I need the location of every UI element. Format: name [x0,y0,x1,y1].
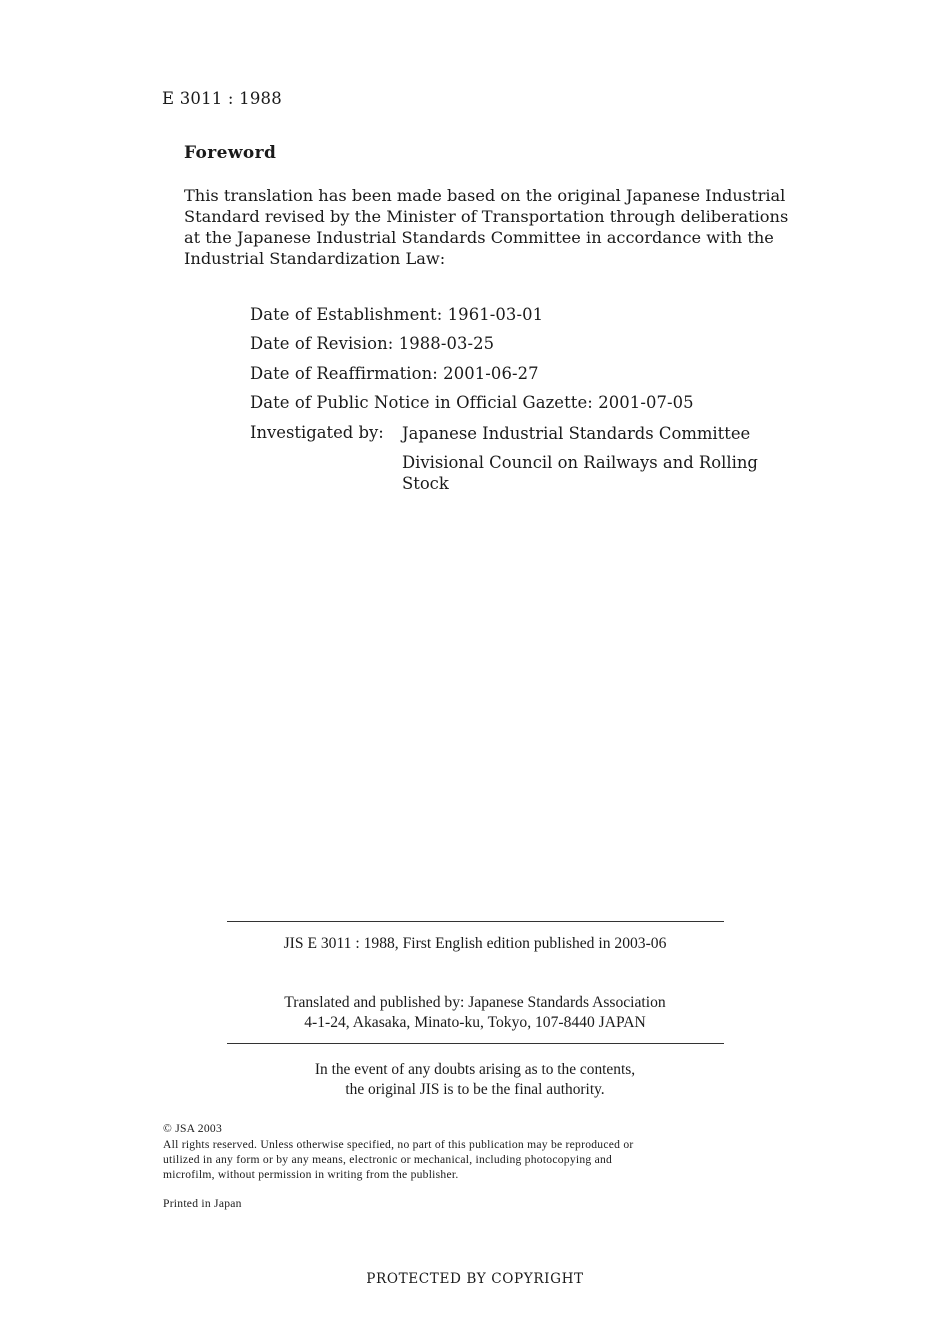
date-of-revision: Date of Revision: 1988-03-25 [250,334,495,353]
date-of-establishment: Date of Establishment: 1961-03-01 [250,305,544,324]
publisher-line: Translated and published by: Japanese Standards Association [284,994,666,1011]
investigated-council-line: Divisional Council on Railways and Rolling [402,453,758,472]
foreword-line: at the Japanese Industrial Standards Committee in accordance with the [184,228,774,247]
investigated-by-value [402,423,758,494]
foreword-line: Industrial Standardization Law: [184,249,446,268]
investigated-council-line: Stock [402,474,449,493]
authority-notice-line: the original JIS is to be the final authority. [345,1081,605,1098]
authority-notice-line: In the event of any doubts arising as to the contents, [314,1061,636,1078]
colophon-bottom-rule [227,1043,724,1044]
date-of-reaffirmation: Date of Reaffirmation: 2001-06-27 [250,364,539,383]
printed-in: Printed in Japan [163,1197,242,1210]
edition-line: JIS E 3011 : 1988, First English edition published in 2003-06 [283,935,667,952]
foreword-paragraph [184,185,794,269]
investigated-by-label: Investigated by: [250,423,384,442]
rights-line: All rights reserved. Unless otherwise specified, no part of this publication may be reproduced or [163,1138,634,1151]
copyright-notice: © JSA 2003 [163,1122,222,1135]
publisher-block [160,993,790,1033]
foreword-line: Standard revised by the Minister of Transportation through deliberations [184,207,789,226]
date-of-public-notice: Date of Public Notice in Official Gazette: 2001-07-05 [250,393,694,412]
investigated-committee: Japanese Industrial Standards Committee [402,424,751,443]
rights-line: microfilm, without permission in writing from the publisher. [163,1168,459,1181]
foreword-heading: Foreword [184,143,277,163]
document-id: E 3011 : 1988 [162,89,282,108]
rights-statement [163,1137,634,1182]
foreword-line: This translation has been made based on the original Japanese Industrial [184,186,786,205]
colophon-top-rule [227,921,724,922]
authority-notice [160,1060,790,1100]
rights-line: utilized in any form or by any means, electronic or mechanical, including photocopying and [163,1153,613,1166]
protected-by-copyright-footer: PROTECTED BY COPYRIGHT [366,1271,584,1287]
publisher-address: 4-1-24, Akasaka, Minato-ku, Tokyo, 107-8440 JAPAN [304,1014,646,1031]
